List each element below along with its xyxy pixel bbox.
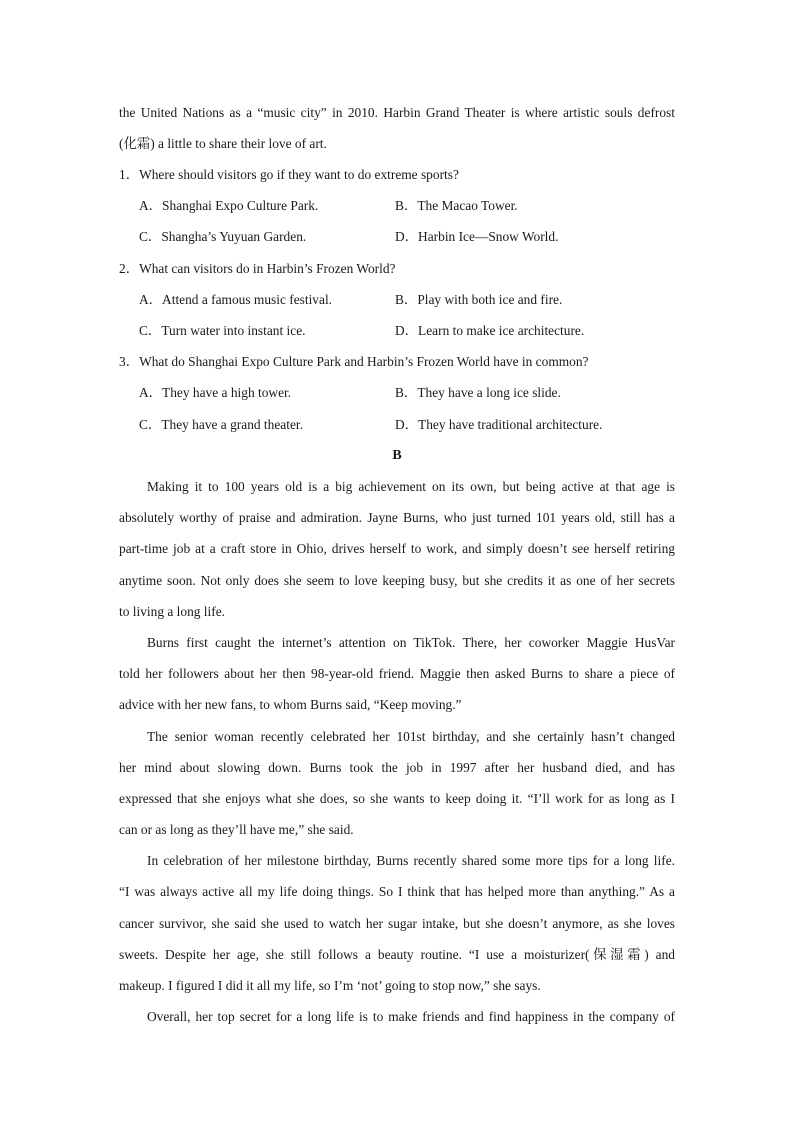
- option-c[interactable]: C．They have a grand theater.: [139, 416, 303, 432]
- text-line: Overall, her top secret for a long life is to make friends and find happiness in the company of: [147, 1009, 675, 1025]
- text-line: In celebration of her milestone birthday, Burns recently shared some more tips for a long life.: [147, 853, 675, 869]
- option-a[interactable]: A．They have a high tower.: [139, 385, 292, 401]
- option-b[interactable]: B．Play with both ice and fire.: [395, 291, 563, 307]
- paragraph: [119, 845, 675, 1001]
- text-line: part-time job at a craft store in Ohio, drives herself to work, and simply doesn’t see herself retiring: [119, 541, 675, 557]
- option-row: [119, 409, 675, 440]
- paragraph: [119, 721, 675, 846]
- paragraph: [119, 471, 675, 627]
- option-row: [119, 377, 675, 408]
- text-line: The senior woman recently celebrated her 101st birthday, and she certainly hasn’t changed: [147, 728, 675, 744]
- text-line: Burns first caught the internet’s attention on TikTok. There, her coworker Maggie HusVar: [147, 634, 675, 650]
- text-line: to living a long life.: [119, 603, 225, 619]
- paragraph: [119, 627, 675, 721]
- option-c[interactable]: C．Turn water into instant ice.: [139, 322, 306, 338]
- text-line: can or as long as they’ll have me,” she said.: [119, 822, 354, 838]
- text-line: Making it to 100 years old is a big achievement on its own, but being active at that age is: [147, 479, 675, 494]
- option-a[interactable]: A．Attend a famous music festival.: [139, 291, 333, 307]
- option-row: [119, 315, 675, 346]
- text-line: cancer survivor, she said she used to watch her sugar intake, but she doesn’t anymore, as she loves: [119, 915, 675, 931]
- question-list: [119, 159, 675, 471]
- intro-line: (化霜) a little to share their love of art.: [119, 136, 327, 152]
- text-line: sweets. Despite her age, she still follows a beauty routine. “I use a moisturizer(保湿霜) and: [119, 946, 675, 962]
- option-b[interactable]: B．They have a long ice slide.: [395, 385, 561, 401]
- intro-text: [119, 97, 675, 159]
- section-heading: B: [392, 447, 402, 463]
- option-row: [119, 284, 675, 315]
- intro-line: the United Nations as a “music city” in 2010. Harbin Grand Theater is where artistic souls defrost: [119, 105, 675, 120]
- option-d[interactable]: D．Learn to make ice architecture.: [395, 322, 585, 338]
- text-line: expressed that she enjoys what she does, so she wants to keep doing it. “I’ll work for as long as I: [119, 790, 675, 806]
- option-a[interactable]: A．Shanghai Expo Culture Park.: [139, 198, 319, 214]
- paragraph: [119, 1001, 675, 1032]
- option-c[interactable]: C．Shangha’s Yuyuan Garden.: [139, 229, 307, 245]
- option-b[interactable]: B．The Macao Tower.: [395, 198, 518, 214]
- option-d[interactable]: D．They have traditional architecture.: [395, 416, 603, 432]
- text-line: her mind about slowing down. Burns took the job in 1997 after her husband died, and has: [119, 759, 675, 775]
- option-d[interactable]: D．Harbin Ice—Snow World.: [395, 229, 559, 245]
- text-line: told her followers about her then 98-year-old friend. Maggie then asked Burns to share a piece of: [119, 666, 675, 682]
- text-line: anytime soon. Not only does she seem to love keeping busy, but she credits it as one of her secrets: [119, 572, 675, 588]
- question-stem: 1．Where should visitors go if they want to do extreme sports?: [119, 167, 459, 182]
- option-row: [119, 190, 675, 221]
- text-line: advice with her new fans, to whom Burns said, “Keep moving.”: [119, 697, 462, 713]
- question-stem: 2．What can visitors do in Harbin’s Frozen World?: [119, 260, 396, 276]
- text-line: makeup. I figured I did it all my life, so I’m ‘not’ going to stop now,” she says.: [119, 978, 541, 993]
- question-stem: 3．What do Shanghai Expo Culture Park and Harbin’s Frozen World have in common?: [119, 354, 589, 370]
- text-line: “I was always active all my life doing things. So I think that has helped more than anything.” As a: [119, 884, 675, 900]
- passage-b: [119, 471, 675, 1032]
- option-row: [119, 221, 675, 252]
- text-line: absolutely worthy of praise and admiration. Jayne Burns, who just turned 101 years old, still has a: [119, 510, 675, 526]
